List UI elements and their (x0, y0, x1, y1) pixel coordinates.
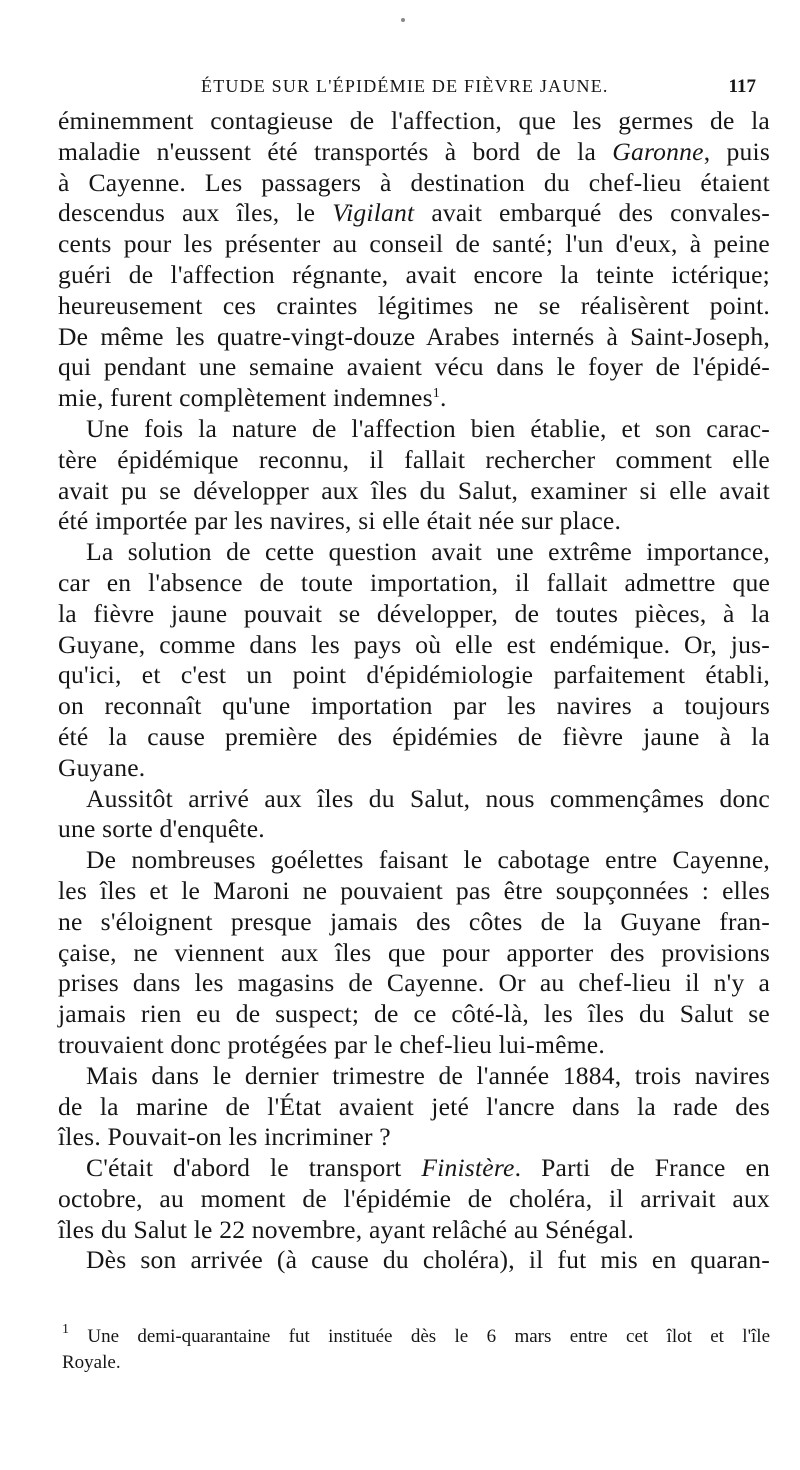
line-text: on reconnaît qu'une importation par les navires a toujours (58, 691, 770, 721)
line-text: ne s'éloignent presque jamais des côtes de la Guyane fran- (58, 906, 770, 936)
text-line (58, 691, 770, 722)
line-text: Dès son arrivée (à cause du choléra), il fut mis en quaran- (86, 1245, 770, 1275)
body-text (58, 106, 770, 1276)
text-line (58, 938, 770, 969)
text-line (58, 106, 770, 137)
line-text: prises dans les magasins de Cayenne. Or au chef-lieu il n'y a (58, 968, 770, 998)
line-text: De nombreuses goélettes faisant le cabotage entre Cayenne, (86, 845, 770, 875)
line-text: qu'ici, et c'est un point d'épidémiologie parfaitement établi, (58, 660, 770, 690)
text-line (58, 352, 770, 383)
footnote (62, 1324, 770, 1376)
text-line (58, 168, 770, 199)
text-line (58, 845, 770, 876)
text-line (58, 260, 770, 291)
line-text: descendus aux îles, le (58, 198, 333, 228)
line-text: guéri de l'affection régnante, avait encore la teinte ictérique; (58, 259, 770, 289)
line-text: , puis (703, 136, 770, 166)
line-text: été importée par les navires, si elle était née sur place. (58, 506, 622, 536)
text-line (58, 1215, 770, 1246)
text-line (58, 722, 770, 753)
line-text: la fièvre jaune pouvait se développer, de toutes pièces, à la (58, 598, 770, 628)
text-line (58, 630, 770, 661)
line-text: îles du Salut le 22 novembre, ayant relâché au Sénégal. (58, 1214, 634, 1244)
line-text: îles. Pouvait-on les incriminer ? (58, 1122, 391, 1152)
text-line (58, 537, 770, 568)
text-line (58, 1092, 770, 1123)
page-number: 117 (728, 76, 756, 97)
line-text: Une fois la nature de l'affection bien établie, et son carac- (86, 413, 770, 443)
line-text: . (439, 383, 447, 413)
ship-name: Finistère (421, 1153, 515, 1183)
line-text: Aussitôt arrivé aux îles du Salut, nous commençâmes donc (86, 783, 770, 813)
text-line (58, 1153, 770, 1184)
line-text: Mais dans le dernier trimestre de l'année 1884, trois navires (86, 1060, 770, 1090)
footnote-text: Royale. (62, 1352, 121, 1373)
line-text: qui pendant une semaine avaient vécu dans le foyer de l'épidé- (58, 352, 770, 382)
line-text: çaise, ne viennent aux îles que pour apporter des provisions (58, 937, 770, 967)
line-text: octobre, au moment de l'épidémie de choléra, il arrivait aux (58, 1183, 770, 1213)
line-text: avait embarqué des convales- (414, 198, 771, 228)
running-title: ÉTUDE SUR L'ÉPIDÉMIE DE FIÈVRE JAUNE. (201, 76, 609, 96)
text-line (58, 445, 770, 476)
line-text: trouvaient donc protégées par le chef-lieu lui-même. (58, 1029, 605, 1059)
footnote-line (62, 1350, 770, 1376)
ship-name: Vigilant (332, 198, 415, 228)
line-text: heureusement ces craintes légitimes ne se réalisèrent point. (58, 290, 770, 320)
text-line (58, 1184, 770, 1215)
footnote-ref: 1 (432, 386, 440, 402)
text-line (58, 229, 770, 260)
text-line (58, 383, 770, 414)
line-text: tère épidémique reconnu, il fallait rechercher comment elle (58, 444, 770, 474)
line-text: cents pour les présenter au conseil de santé; l'un d'eux, à peine (58, 229, 770, 259)
line-text: maladie n'eussent été transportés à bord de la (58, 136, 613, 166)
line-text: C'était d'abord le transport (86, 1153, 422, 1183)
text-line (58, 1061, 770, 1092)
line-text: La solution de cette question avait une extrême importance, (86, 537, 770, 567)
text-line (58, 968, 770, 999)
footnote-text: Une demi-quarantaine fut instituée dès le 6 mars entre cet îlot et l'île (87, 1326, 771, 1347)
text-line (58, 1122, 770, 1153)
line-text: mie, furent complètement indemnes (58, 383, 433, 413)
text-line (58, 907, 770, 938)
line-text: car en l'absence de toute importation, il fallait admettre que (58, 567, 770, 597)
text-line (58, 1030, 770, 1061)
line-text: jamais rien eu de suspect; de ce côté-là, les îles du Salut se (58, 999, 770, 1029)
text-line (58, 660, 770, 691)
text-line (58, 876, 770, 907)
line-text: à Cayenne. Les passagers à destination du chef-lieu étaient (58, 167, 770, 197)
text-line (58, 784, 770, 815)
ship-name: Garonne (612, 136, 704, 166)
footnote-marker: 1 (62, 1322, 69, 1337)
text-line (58, 506, 770, 537)
line-text: éminemment contagieuse de l'affection, que les germes de la (58, 106, 770, 135)
line-text: Guyane, comme dans les pays où elle est endémique. Or, jus- (58, 629, 770, 659)
printer-mark (401, 18, 405, 22)
line-text: De même les quatre-vingt-douze Arabes internés à Saint-Joseph, (58, 321, 770, 351)
text-line (58, 291, 770, 322)
text-line (58, 599, 770, 630)
text-line (58, 753, 770, 784)
line-text: une sorte d'enquête. (58, 814, 265, 844)
text-line (58, 568, 770, 599)
line-text: de la marine de l'État avaient jeté l'ancre dans la rade des (58, 1091, 770, 1121)
text-line (58, 814, 770, 845)
line-text: les îles et le Maroni ne pouvaient pas être soupçonnées : elles (58, 875, 770, 905)
text-line (58, 999, 770, 1030)
line-text: été la cause première des épidémies de fièvre jaune à la (58, 721, 770, 751)
text-line (58, 137, 770, 168)
line-text: avait pu se développer aux îles du Salut, examiner si elle avait (58, 475, 770, 505)
text-line (58, 414, 770, 445)
line-text: Guyane. (58, 752, 146, 782)
line-text: . Parti de France en (514, 1153, 770, 1183)
text-line (58, 198, 770, 229)
running-header (58, 76, 758, 106)
text-line (58, 1245, 770, 1276)
text-line (58, 476, 770, 507)
footnote-line (62, 1324, 770, 1350)
text-line (58, 322, 770, 353)
